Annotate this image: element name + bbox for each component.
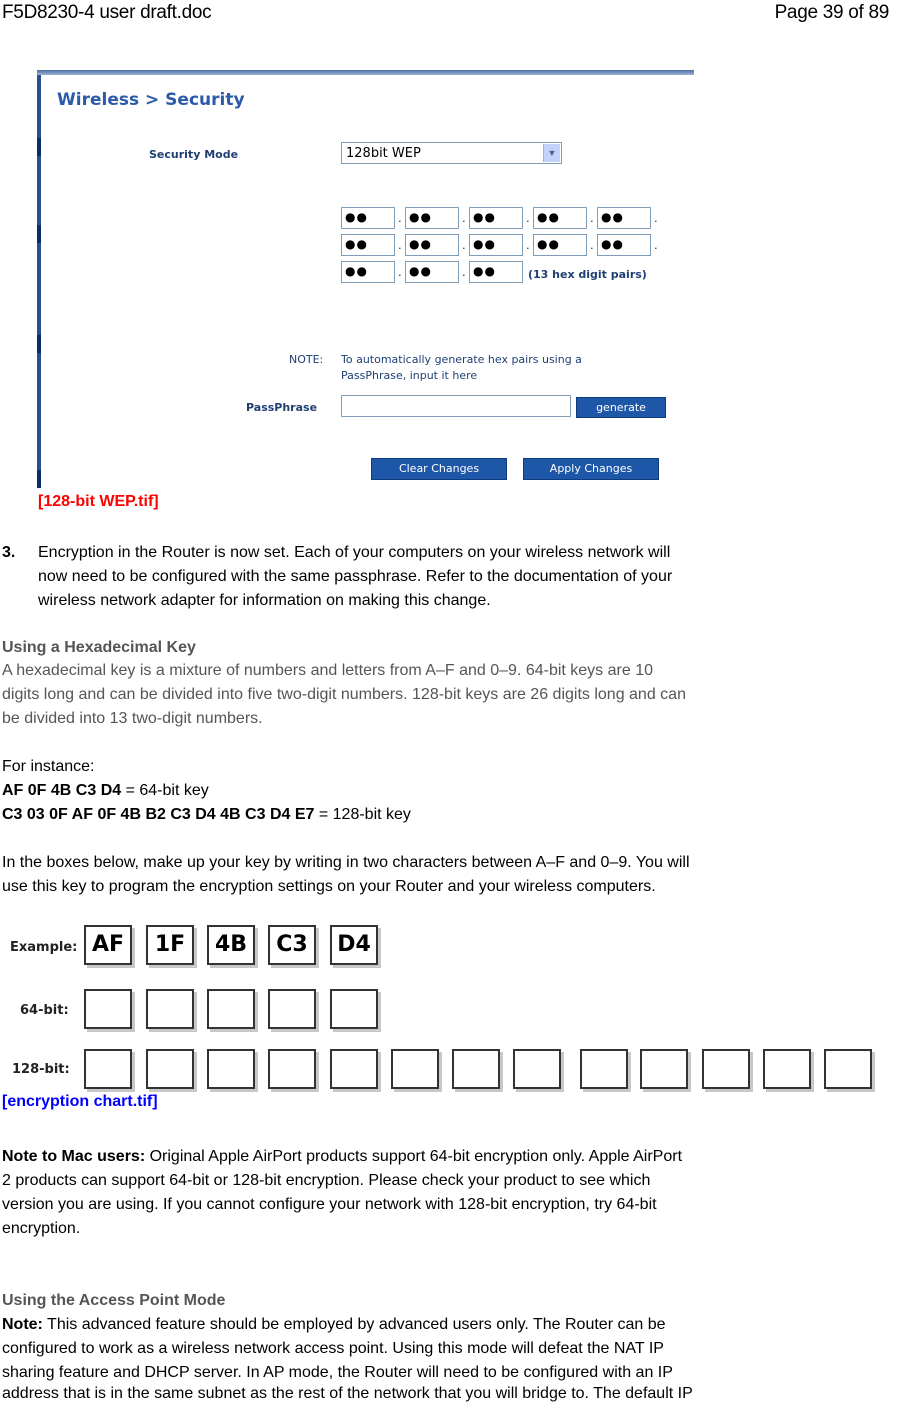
ap-line-1: Note: This advanced feature should be employed by advanced users only. The Router can be: [2, 1316, 666, 1333]
passphrase-label: PassPhrase: [246, 401, 318, 414]
wireless-security-screenshot: [37, 70, 694, 488]
key-128-example: C3 03 0F AF 0F 4B B2 C3 D4 4B C3 D4 E7 = 128-bit key: [2, 806, 411, 823]
example-box: 1F: [146, 925, 194, 965]
key-box-128[interactable]: [702, 1049, 750, 1089]
generate-button[interactable]: generate: [576, 397, 666, 418]
separator: .: [462, 237, 466, 252]
boxes-line-1: In the boxes below, make up your key by writing in two characters between A–F and 0–9. You will: [2, 854, 690, 871]
key-box-64[interactable]: [330, 989, 378, 1029]
64-bit-label: 64-bit:: [20, 1003, 69, 1018]
key-box-64[interactable]: [146, 989, 194, 1029]
key-box-128[interactable]: [452, 1049, 500, 1089]
document-filename: F5D8230-4 user draft.doc: [2, 2, 212, 23]
top-bar: [37, 70, 694, 75]
clear-changes-button[interactable]: Clear Changes: [371, 458, 507, 480]
key-box-128[interactable]: [824, 1049, 872, 1089]
nav-marker: [37, 225, 41, 243]
separator: .: [654, 237, 658, 252]
step-3-line-2: now need to be configured with the same passphrase. Refer to the documentation of your: [38, 568, 673, 585]
hex-key-field[interactable]: ●●: [341, 207, 395, 229]
separator: .: [654, 210, 658, 225]
note-line-1: To automatically generate hex pairs using a: [341, 353, 582, 366]
chart-caption: [encryption chart.tif]: [2, 1093, 158, 1110]
hex-line-2: digits long and can be divided into five two-digit numbers. 128-bit keys are 26 digits long and can: [2, 686, 686, 703]
separator: .: [590, 210, 594, 225]
step-number: 3.: [2, 544, 16, 561]
separator: .: [398, 264, 402, 279]
mac-note-line-4: encryption.: [2, 1220, 81, 1237]
page-number: Page 39 of 89: [774, 2, 889, 23]
hex-key-field[interactable]: ●●: [405, 234, 459, 256]
security-mode-value: 128bit WEP: [346, 146, 421, 161]
key-box-128[interactable]: [330, 1049, 378, 1089]
key-box-128[interactable]: [207, 1049, 255, 1089]
page-title: Wireless > Security: [57, 90, 245, 110]
left-nav-bar: [37, 75, 41, 488]
hex-key-field[interactable]: ●●: [533, 234, 587, 256]
hex-key-field[interactable]: ●●: [341, 234, 395, 256]
example-box: 4B: [207, 925, 255, 965]
boxes-line-2: use this key to program the encryption settings on your Router and your wireless computers.: [2, 878, 656, 895]
hex-key-field[interactable]: ●●: [597, 234, 651, 256]
example-label: Example:: [10, 940, 78, 955]
separator: .: [398, 210, 402, 225]
ap-heading: Using the Access Point Mode: [2, 1292, 226, 1309]
example-box: D4: [330, 925, 378, 965]
hex-key-field[interactable]: ●●: [405, 207, 459, 229]
key-box-128[interactable]: [146, 1049, 194, 1089]
ap-line-3: sharing feature and DHCP server. In AP mode, the Router will need to be configured with an IP: [2, 1364, 673, 1381]
note-line-2: PassPhrase, input it here: [341, 369, 478, 382]
key-box-128[interactable]: [84, 1049, 132, 1089]
hex-key-field[interactable]: ●●: [597, 207, 651, 229]
separator: .: [398, 237, 402, 252]
key-box-128[interactable]: [763, 1049, 811, 1089]
separator: .: [526, 210, 530, 225]
hex-key-field[interactable]: ●●: [405, 261, 459, 283]
chevron-down-icon[interactable]: ▼: [543, 144, 560, 162]
key-64-example: AF 0F 4B C3 D4 = 64-bit key: [2, 782, 209, 799]
separator: .: [590, 237, 594, 252]
key-box-128[interactable]: [513, 1049, 561, 1089]
key-box-128[interactable]: [268, 1049, 316, 1089]
key-box-64[interactable]: [207, 989, 255, 1029]
apply-changes-button[interactable]: Apply Changes: [523, 458, 659, 480]
nav-marker: [37, 470, 41, 488]
instance-intro: For instance:: [2, 758, 95, 775]
note-label: NOTE:: [289, 353, 324, 366]
hex-line-1: A hexadecimal key is a mixture of numbers and letters from A–F and 0–9. 64-bit keys are 10: [2, 662, 653, 679]
figure-caption: [128-bit WEP.tif]: [38, 493, 159, 510]
ap-line-4: address that is in the same subnet as the rest of the network that you will bridge to. The default IP: [2, 1385, 693, 1402]
key-box-128[interactable]: [640, 1049, 688, 1089]
mac-note-line-1: Note to Mac users: Original Apple AirPort products support 64-bit encryption only. Apple AirPort: [2, 1148, 683, 1165]
key-box-128[interactable]: [580, 1049, 628, 1089]
hex-pairs-hint: (13 hex digit pairs): [528, 268, 647, 281]
hex-key-field[interactable]: ●●: [533, 207, 587, 229]
step-3-line-3: wireless network adapter for information on making this change.: [38, 592, 491, 609]
example-box: AF: [84, 925, 132, 965]
separator: .: [462, 264, 466, 279]
key-box-128[interactable]: [391, 1049, 439, 1089]
mac-note-line-3: version you are using. If you cannot configure your network with 128-bit encryption, try 64-bit: [2, 1196, 657, 1213]
hex-key-field[interactable]: ●●: [469, 207, 523, 229]
separator: .: [526, 237, 530, 252]
128-bit-label: 128-bit:: [12, 1062, 70, 1077]
key-box-64[interactable]: [84, 989, 132, 1029]
hex-key-field[interactable]: ●●: [469, 261, 523, 283]
hex-key-field[interactable]: ●●: [341, 261, 395, 283]
step-3-line-1: Encryption in the Router is now set. Each of your computers on your wireless network will: [38, 544, 671, 561]
key-box-64[interactable]: [268, 989, 316, 1029]
hex-key-field[interactable]: ●●: [469, 234, 523, 256]
mac-note-line-2: 2 products can support 64-bit or 128-bit encryption. Please check your product to see which: [2, 1172, 651, 1189]
hex-line-3: be divided into 13 two-digit numbers.: [2, 710, 263, 727]
hex-heading: Using a Hexadecimal Key: [2, 639, 196, 656]
ap-line-2: configured to work as a wireless network access point. Using this mode will defeat the NAT IP: [2, 1340, 664, 1357]
separator: .: [462, 210, 466, 225]
nav-marker: [37, 335, 41, 353]
security-mode-select[interactable]: [341, 142, 562, 164]
nav-marker: [37, 138, 41, 156]
passphrase-input[interactable]: [341, 395, 571, 417]
example-box: C3: [268, 925, 316, 965]
security-mode-label: Security Mode: [149, 148, 239, 161]
